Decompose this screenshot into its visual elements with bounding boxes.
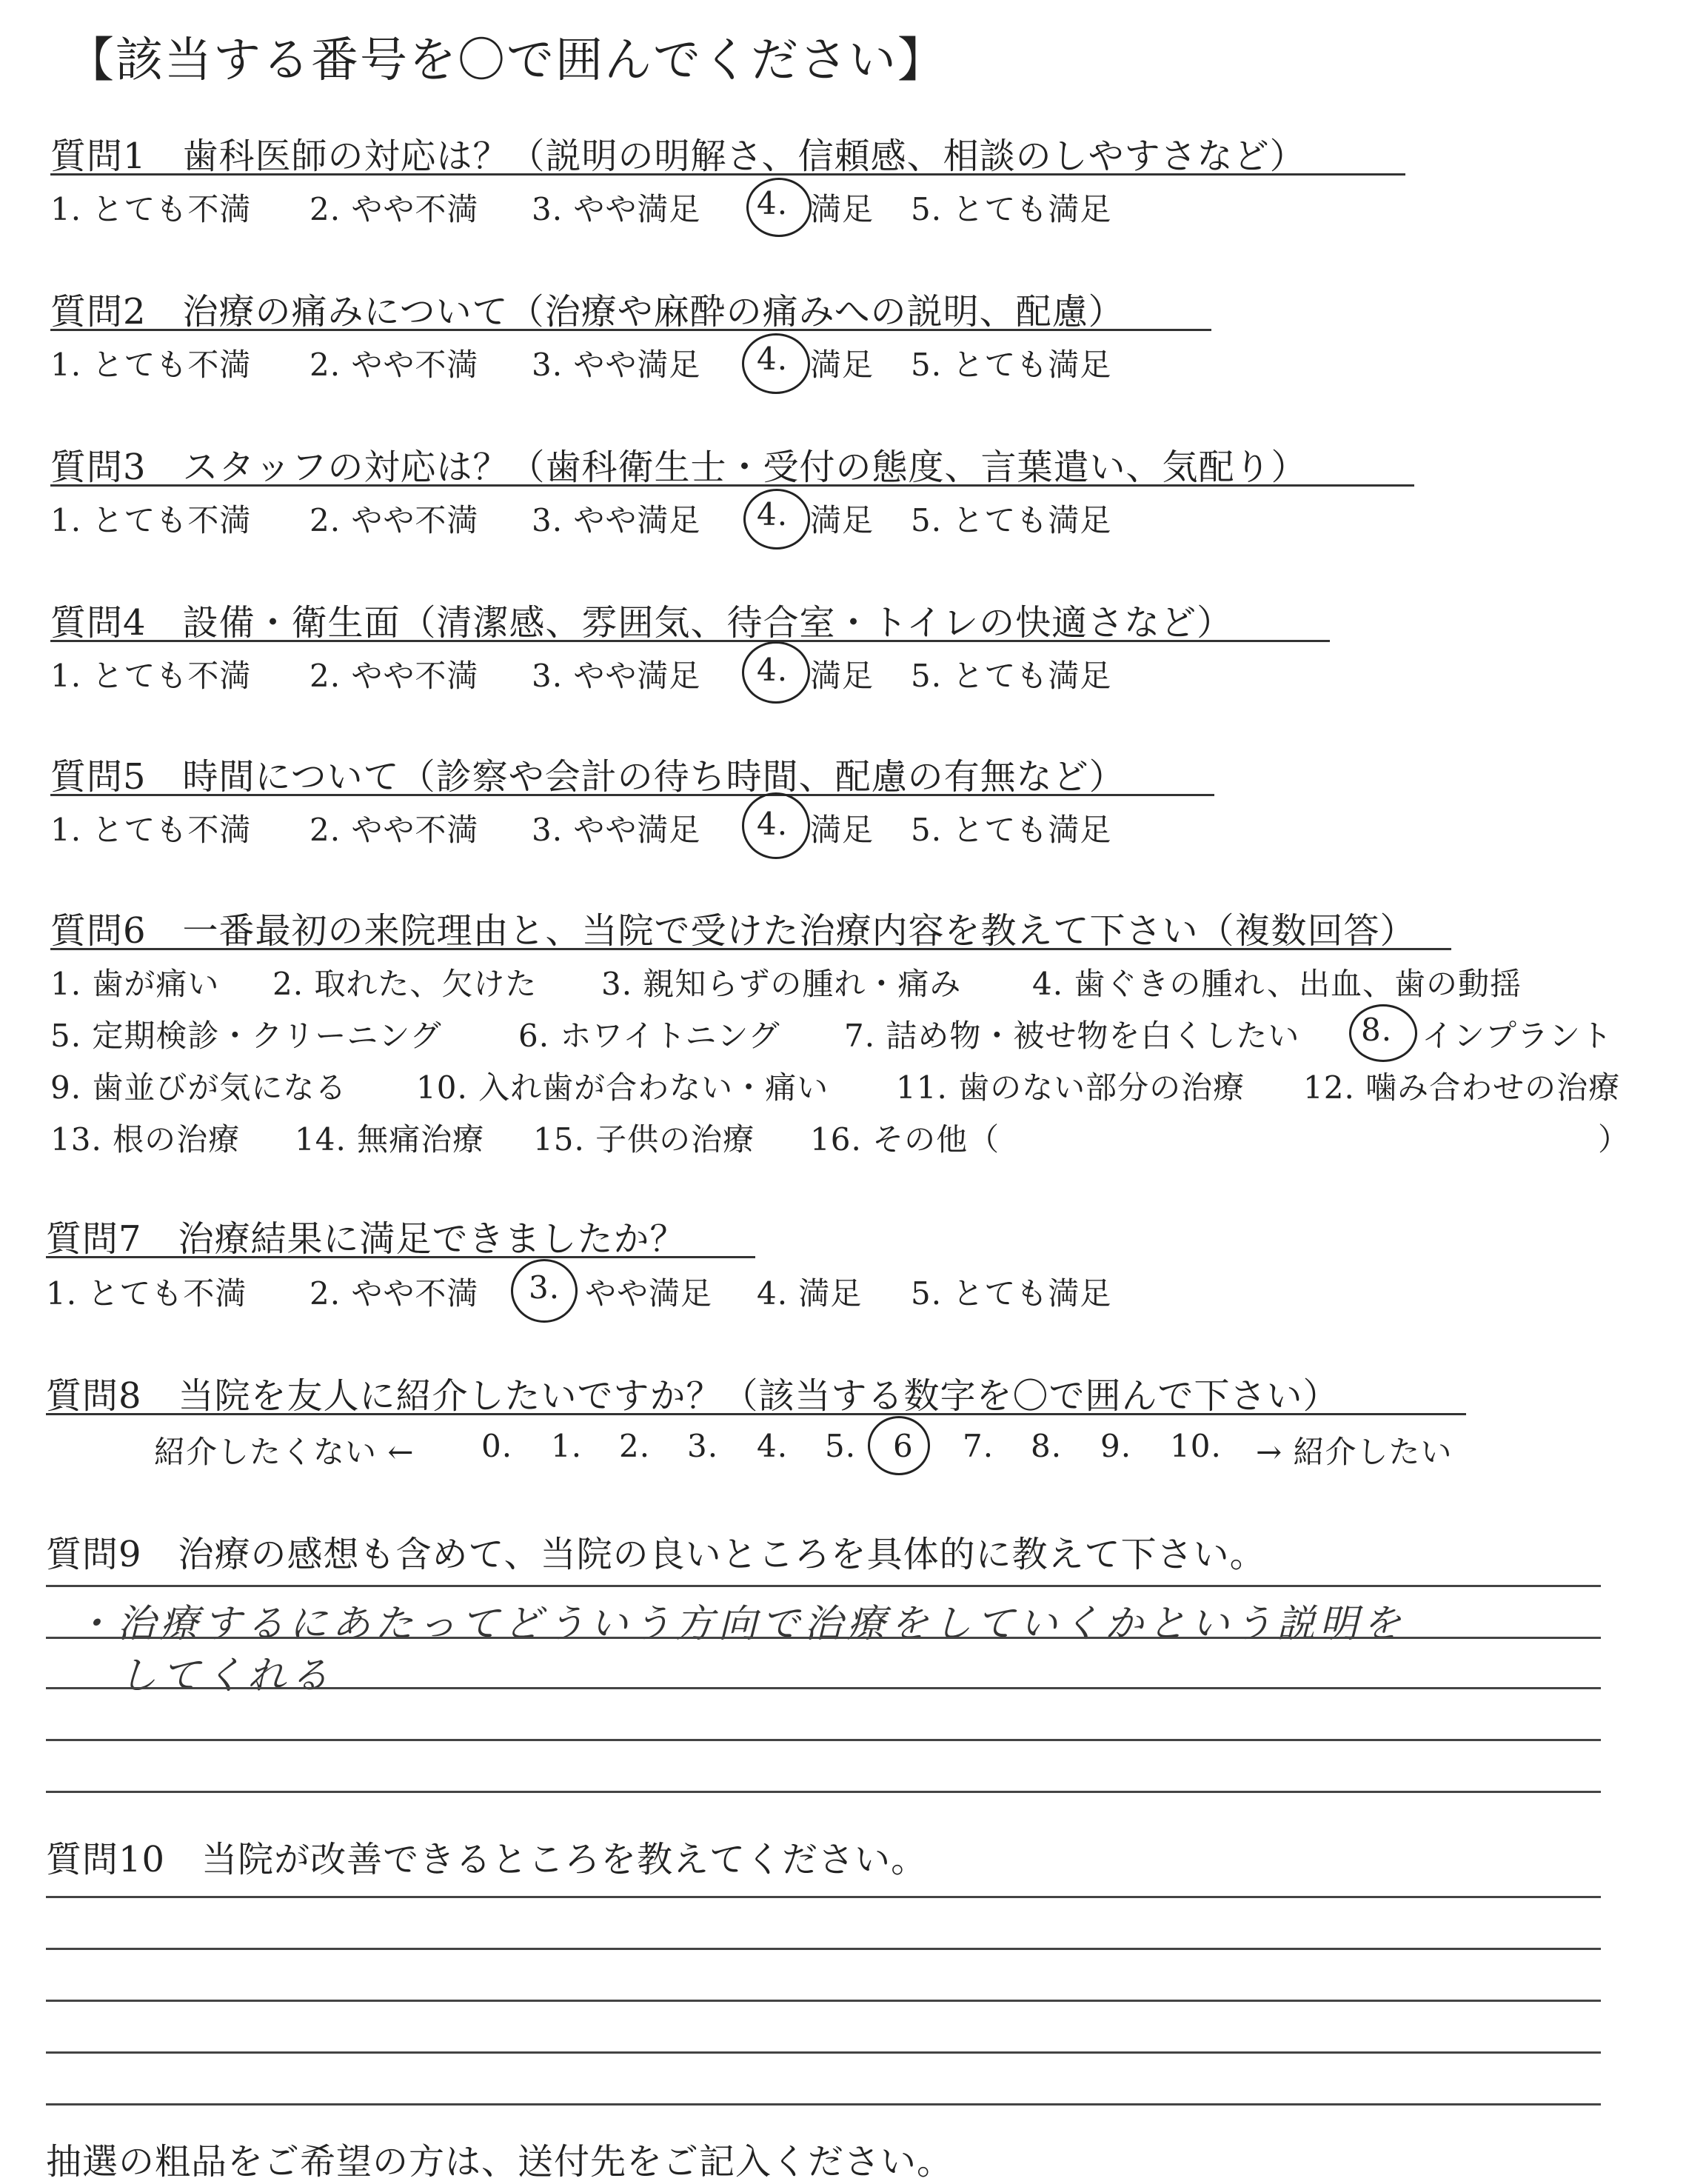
question-5-underline	[50, 794, 1214, 796]
q8-score-8[interactable]: 8.	[1031, 1428, 1063, 1464]
q9-answer-line-4	[46, 1739, 1601, 1741]
question-8-underline	[46, 1413, 1466, 1415]
q8-scale-right-label: → 紹介したい	[1256, 1434, 1453, 1470]
q6-option-15[interactable]: 15. 子供の治療	[533, 1121, 755, 1158]
q7-option-4[interactable]: 4. 満足	[757, 1275, 863, 1312]
q8-score-4[interactable]: 4.	[757, 1428, 789, 1464]
q7-option-1[interactable]: 1. とても不満	[46, 1275, 247, 1312]
q1-option-3[interactable]: 3. やや満足	[532, 191, 701, 227]
q10-answer-line-2	[46, 1948, 1601, 1950]
footer-note: 抽選の粗品をご希望の方は、送付先をご記入ください。	[46, 2141, 954, 2183]
q8-selected-circle	[868, 1416, 930, 1475]
q1-option-4-label: 満足	[810, 191, 874, 227]
question-7-underline	[46, 1256, 755, 1258]
q10-answer-line-1	[46, 1896, 1601, 1898]
q8-score-2[interactable]: 2.	[619, 1428, 651, 1464]
q2-option-2[interactable]: 2. やや不満	[310, 347, 479, 383]
question-1-underline	[50, 173, 1405, 176]
q7-option-5[interactable]: 5. とても満足	[911, 1275, 1112, 1312]
q5-option-4-label: 満足	[810, 812, 874, 848]
q3-option-3[interactable]: 3. やや満足	[532, 502, 701, 538]
q8-score-6[interactable]: 6	[893, 1428, 914, 1464]
q4-option-1[interactable]: 1. とても不満	[50, 658, 252, 694]
question-2-underline	[50, 329, 1211, 331]
question-9-heading: 質問9 治療の感想も含めて、当院の良いところを具体的に教えて下さい。	[46, 1534, 1266, 1575]
q4-option-5[interactable]: 5. とても満足	[911, 658, 1112, 694]
q6-option-6[interactable]: 6. ホワイトニング	[518, 1018, 780, 1054]
q6-option-4[interactable]: 4. 歯ぐきの腫れ、出血、歯の動揺	[1032, 966, 1522, 1002]
q4-selected-circle	[742, 641, 810, 704]
q6-option-9[interactable]: 9. 歯並びが気になる	[50, 1069, 347, 1106]
q7-option-3[interactable]: 3.	[529, 1269, 561, 1306]
q6-selected-circle	[1349, 1004, 1417, 1062]
q6-other-close-paren: ）	[1598, 1121, 1630, 1158]
q3-option-1[interactable]: 1. とても不満	[50, 502, 252, 538]
q2-option-5[interactable]: 5. とても満足	[911, 347, 1112, 383]
question-5-heading: 質問5 時間について（診察や会計の待ち時間、配慮の有無など）	[50, 756, 1125, 798]
q5-selected-circle	[742, 792, 810, 859]
q2-option-4[interactable]: 4.	[757, 341, 789, 377]
q6-option-7[interactable]: 7. 詰め物・被せ物を白くしたい	[844, 1018, 1300, 1054]
q6-option-1[interactable]: 1. 歯が痛い	[50, 966, 220, 1002]
q8-score-5[interactable]: 5.	[825, 1428, 857, 1464]
q5-option-2[interactable]: 2. やや不満	[310, 812, 479, 848]
question-2-heading: 質問2 治療の痛みについて（治療や麻酔の痛みへの説明、配慮）	[50, 291, 1125, 333]
question-7-heading: 質問7 治療結果に満足できましたか？	[46, 1218, 686, 1260]
q4-option-2[interactable]: 2. やや不満	[310, 658, 479, 694]
q6-option-14[interactable]: 14. 無痛治療	[295, 1121, 485, 1158]
q8-score-10[interactable]: 10.	[1170, 1428, 1222, 1464]
q6-option-5[interactable]: 5. 定期検診・クリーニング	[50, 1018, 442, 1054]
q9-answer-line-1	[46, 1585, 1601, 1587]
q3-option-2[interactable]: 2. やや不満	[310, 502, 479, 538]
q3-selected-circle	[743, 489, 810, 550]
q8-score-7[interactable]: 7.	[963, 1428, 994, 1464]
q9-answer-line-5	[46, 1791, 1601, 1793]
form-title: 【該当する番号を〇で囲んでください】	[67, 33, 946, 88]
q10-answer-line-5	[46, 2103, 1601, 2105]
q4-option-4-label: 満足	[810, 658, 874, 694]
question-3-underline	[50, 484, 1414, 487]
question-6-underline	[50, 948, 1451, 950]
q8-score-1[interactable]: 1.	[551, 1428, 583, 1464]
q1-selected-circle	[746, 178, 812, 237]
q3-option-5[interactable]: 5. とても満足	[911, 502, 1112, 538]
q1-option-5[interactable]: 5. とても満足	[911, 191, 1112, 227]
q8-score-9[interactable]: 9.	[1100, 1428, 1132, 1464]
q8-scale-left-label: 紹介したくない ←	[154, 1434, 415, 1470]
q6-option-13[interactable]: 13. 根の治療	[50, 1121, 241, 1158]
q7-selected-circle	[511, 1259, 578, 1323]
question-6-heading: 質問6 一番最初の来院理由と、当院で受けた治療内容を教えて下さい（複数回答）	[50, 910, 1416, 952]
question-4-underline	[50, 640, 1330, 642]
q9-answer-line-2	[46, 1637, 1601, 1639]
q6-option-10[interactable]: 10. 入れ歯が合わない・痛い	[416, 1069, 829, 1106]
q6-option-3[interactable]: 3. 親知らずの腫れ・痛み	[601, 966, 962, 1002]
q5-option-5[interactable]: 5. とても満足	[911, 812, 1112, 848]
q3-option-4-label: 満足	[810, 502, 874, 538]
q7-option-2[interactable]: 2. やや不満	[310, 1275, 479, 1312]
q10-answer-line-4	[46, 2051, 1601, 2054]
q3-option-4[interactable]: 4.	[757, 496, 789, 532]
q2-option-3[interactable]: 3. やや満足	[532, 347, 701, 383]
q4-option-3[interactable]: 3. やや満足	[532, 658, 701, 694]
q5-option-4[interactable]: 4.	[757, 806, 789, 842]
q5-option-1[interactable]: 1. とても不満	[50, 812, 252, 848]
q6-option-12[interactable]: 12. 噛み合わせの治療	[1303, 1069, 1621, 1106]
question-1-heading: 質問1 歯科医師の対応は？（説明の明解さ、信頼感、相談のしやすさなど）	[50, 136, 1306, 177]
question-10-heading: 質問10 当院が改善できるところを教えてください。	[46, 1839, 928, 1880]
q4-option-4[interactable]: 4.	[757, 652, 789, 688]
question-8-heading: 質問8 当院を友人に紹介したいですか？（該当する数字を〇で囲んで下さい）	[46, 1375, 1339, 1417]
q6-option-16[interactable]: 16. その他（	[810, 1121, 1000, 1158]
q6-option-8[interactable]: 8.	[1361, 1012, 1393, 1048]
q1-option-2[interactable]: 2. やや不満	[310, 191, 479, 227]
q9-answer-line-3	[46, 1687, 1601, 1689]
q1-option-4[interactable]: 4.	[757, 185, 789, 221]
q5-option-3[interactable]: 3. やや満足	[532, 812, 701, 848]
q6-option-2[interactable]: 2. 取れた、欠けた	[272, 966, 538, 1002]
question-3-heading: 質問3 スタッフの対応は？（歯科衛生士・受付の態度、言葉遣い、気配り）	[50, 447, 1308, 488]
q10-answer-line-3	[46, 2000, 1601, 2002]
q7-option-3-label: やや満足	[585, 1275, 713, 1312]
q2-option-1[interactable]: 1. とても不満	[50, 347, 252, 383]
q1-option-1[interactable]: 1. とても不満	[50, 191, 252, 227]
q6-option-8-label: インプラント	[1422, 1018, 1613, 1054]
q8-score-0[interactable]: 0.	[481, 1428, 513, 1464]
q9-handwritten-answer-line-2: してくれる	[118, 1654, 334, 1698]
q9-handwritten-answer-line-1: ・治療するにあたってどういう方向で治療をしていくかという説明を	[74, 1602, 1406, 1646]
q2-selected-circle	[742, 333, 810, 394]
q2-option-4-label: 満足	[810, 347, 874, 383]
q8-score-3[interactable]: 3.	[687, 1428, 719, 1464]
q6-option-11[interactable]: 11. 歯のない部分の治療	[896, 1069, 1245, 1106]
question-4-heading: 質問4 設備・衛生面（清潔感、雰囲気、待合室・トイレの快適さなど）	[50, 602, 1234, 644]
